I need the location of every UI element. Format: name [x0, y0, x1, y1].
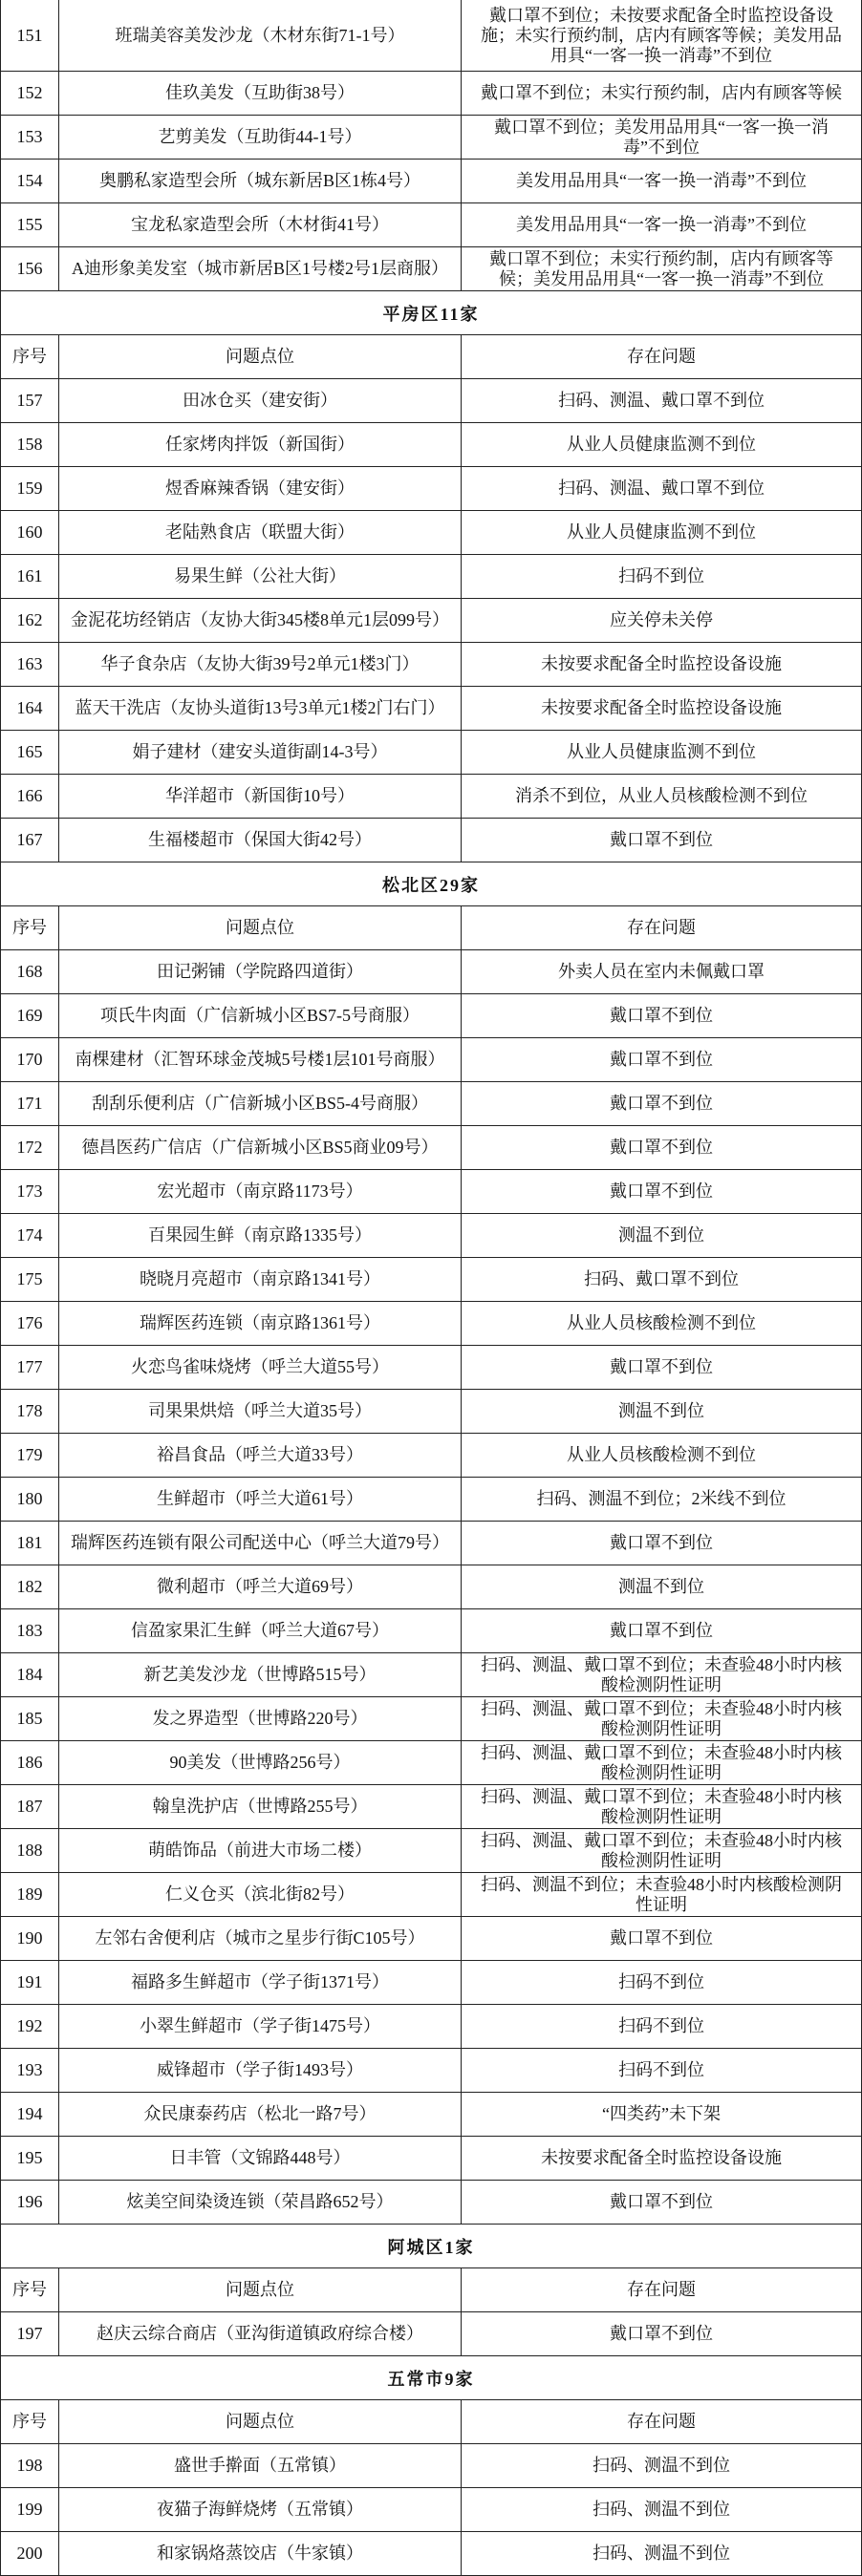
location-cell: 裕昌食品（呼兰大道33号） [59, 1434, 462, 1477]
row-number: 198 [1, 2444, 59, 2487]
problem-cell: 戴口罩不到位 [610, 2192, 713, 2211]
table-row [1, 1609, 861, 1653]
table-row [1, 2532, 861, 2576]
problem-cell: 测温不到位 [618, 1225, 704, 1245]
problem-cell: 扫码、戴口罩不到位 [584, 1269, 739, 1288]
problem-cell: 消杀不到位，从业人员核酸检测不到位 [515, 786, 808, 805]
table-row [1, 2181, 861, 2225]
location-cell: 萌皓饰品（前进大市场二楼） [59, 1829, 462, 1872]
location-cell: A迪形象美发室（城市新居B区1号楼2号1层商服） [59, 247, 462, 290]
header-location: 问题点位 [59, 2268, 462, 2311]
table-row [1, 1917, 861, 1961]
row-number: 180 [1, 1478, 59, 1521]
table-row [1, 731, 861, 775]
row-number: 156 [1, 247, 59, 290]
location-cell: 日丰管（文锦路448号） [59, 2137, 462, 2180]
location-cell: 蓝天干洗店（友协头道街13号3单元1楼2门右门） [59, 687, 462, 730]
row-number: 199 [1, 2488, 59, 2531]
problem-cell: 扫码不到位 [618, 1972, 704, 1991]
row-number: 165 [1, 731, 59, 774]
problem-cell: 测温不到位 [618, 1401, 704, 1420]
table-row [1, 599, 861, 643]
header-problem: 存在问题 [627, 2412, 696, 2431]
table-row [1, 72, 861, 116]
location-cell: 田记粥铺（学院路四道街） [59, 950, 462, 993]
location-cell: 炫美空间染烫连锁（荣昌路652号） [59, 2181, 462, 2224]
problem-cell: 应关停未关停 [610, 610, 713, 629]
location-cell: 华子食杂店（友协大街39号2单元1楼3门） [59, 643, 462, 686]
location-cell: 左邻右舍便利店（城市之星步行街C105号） [59, 1917, 462, 1960]
row-number: 190 [1, 1917, 59, 1960]
problem-cell: 扫码、测温不到位；未查验48小时内核酸检测阴性证明 [481, 1874, 842, 1914]
row-number: 192 [1, 2005, 59, 2048]
row-number: 181 [1, 1522, 59, 1565]
row-number: 171 [1, 1082, 59, 1125]
table-row [1, 1346, 861, 1390]
table-row [1, 819, 861, 862]
location-cell: 翰皇洗护店（世博路255号） [59, 1785, 462, 1828]
table-row [1, 1258, 861, 1302]
location-cell: 奥鹏私家造型会所（城东新居B区1栋4号） [59, 160, 462, 202]
table-row [1, 1961, 861, 2005]
table-row [1, 116, 861, 160]
row-number: 196 [1, 2181, 59, 2224]
problem-cell: 戴口罩不到位；美发用品用具“一客一换一消毒”不到位 [494, 117, 829, 157]
table-row [1, 1126, 861, 1170]
problem-cell: 从业人员健康监测不到位 [567, 522, 756, 542]
row-number: 176 [1, 1302, 59, 1345]
table-row [1, 1873, 861, 1917]
table-header-row [1, 335, 861, 379]
location-cell: 威锋超市（学子街1493号） [59, 2049, 462, 2092]
problem-cell: 戴口罩不到位 [610, 1050, 713, 1069]
table-header-row [1, 906, 861, 950]
table-row [1, 1565, 861, 1609]
row-number: 183 [1, 1609, 59, 1652]
location-cell: 火恋鸟雀味烧烤（呼兰大道55号） [59, 1346, 462, 1389]
table-row [1, 687, 861, 731]
row-number: 161 [1, 555, 59, 598]
table-row [1, 1741, 861, 1785]
problem-cell: 扫码、测温不到位；2米线不到位 [536, 1489, 787, 1508]
problem-cell: 戴口罩不到位 [610, 1533, 713, 1552]
problem-cell: 戴口罩不到位 [610, 1182, 713, 1201]
row-number: 172 [1, 1126, 59, 1169]
problem-cell: 美发用品用具“一客一换一消毒”不到位 [516, 171, 807, 190]
row-number: 159 [1, 467, 59, 510]
row-number: 197 [1, 2312, 59, 2355]
location-cell: 微利超市（呼兰大道69号） [59, 1565, 462, 1608]
location-cell: 班瑞美容美发沙龙（木材东街71-1号） [59, 0, 462, 71]
problem-cell: 扫码、测温不到位 [593, 2456, 730, 2475]
problem-cell: 未按要求配备全时监控设备设施 [541, 654, 782, 673]
table-row [1, 2137, 861, 2181]
table-row [1, 1697, 861, 1741]
section-title-row [1, 862, 861, 906]
location-cell: 盛世手擀面（五常镇） [59, 2444, 462, 2487]
problem-cell: 从业人员核酸检测不到位 [567, 1445, 756, 1464]
table-row [1, 555, 861, 599]
row-number: 191 [1, 1961, 59, 2004]
row-number: 169 [1, 994, 59, 1037]
location-cell: 刮刮乐便利店（广信新城小区BS5-4号商服） [59, 1082, 462, 1125]
table-row [1, 1170, 861, 1214]
location-cell: 信盈家果汇生鲜（呼兰大道67号） [59, 1609, 462, 1652]
row-number: 177 [1, 1346, 59, 1389]
header-number: 序号 [1, 335, 59, 378]
location-cell: 田冰仓买（建安街） [59, 379, 462, 422]
row-number: 182 [1, 1565, 59, 1608]
location-cell: 易果生鲜（公社大街） [59, 555, 462, 598]
table-header-row [1, 2268, 861, 2312]
table-row [1, 2312, 861, 2356]
row-number: 184 [1, 1653, 59, 1696]
problem-cell: 戴口罩不到位 [610, 1928, 713, 1948]
row-number: 167 [1, 819, 59, 862]
problem-cell: 测温不到位 [618, 1577, 704, 1596]
location-cell: 百果园生鲜（南京路1335号） [59, 1214, 462, 1257]
header-problem: 存在问题 [627, 347, 696, 366]
problem-cell: 扫码、测温不到位 [593, 2500, 730, 2519]
header-number: 序号 [1, 2400, 59, 2443]
table-row [1, 950, 861, 994]
problem-cell: 扫码、测温、戴口罩不到位 [558, 479, 765, 498]
table-header-row [1, 2400, 861, 2444]
table-row [1, 2093, 861, 2137]
section-title-row [1, 2225, 861, 2268]
problem-cell: 扫码、测温、戴口罩不到位；未查验48小时内核酸检测阴性证明 [481, 1698, 842, 1738]
row-number: 185 [1, 1697, 59, 1740]
table-row [1, 1478, 861, 1522]
problem-cell: 戴口罩不到位 [610, 1357, 713, 1376]
location-cell: 宏光超市（南京路1173号） [59, 1170, 462, 1213]
problem-cell: 戴口罩不到位；未实行预约制，店内有顾客等候 [481, 83, 842, 102]
problem-cell: 扫码不到位 [618, 2016, 704, 2035]
section-title: 阿城区1家 [387, 2237, 475, 2257]
problem-cell: “四类药”未下架 [602, 2104, 721, 2123]
location-cell: 南棵建材（汇智环球金茂城5号楼1层101号商服） [59, 1038, 462, 1081]
location-cell: 新艺美发沙龙（世博路515号） [59, 1653, 462, 1696]
problem-cell: 扫码、测温、戴口罩不到位；未查验48小时内核酸检测阴性证明 [481, 1654, 842, 1694]
row-number: 154 [1, 160, 59, 202]
problem-cell: 戴口罩不到位；未按要求配备全时监控设备设施；未实行预约制，店内有顾客等候；美发用品用具“一客一换一消毒”不到位 [481, 5, 842, 65]
location-cell: 生鲜超市（呼兰大道61号） [59, 1478, 462, 1521]
row-number: 188 [1, 1829, 59, 1872]
section-title: 松北区29家 [382, 875, 480, 895]
row-number: 200 [1, 2532, 59, 2575]
table-row [1, 423, 861, 467]
problem-cell: 从业人员核酸检测不到位 [567, 1313, 756, 1332]
location-cell: 赵庆云综合商店（亚沟街道镇政府综合楼） [59, 2312, 462, 2355]
section-title-row [1, 2356, 861, 2400]
row-number: 193 [1, 2049, 59, 2092]
location-cell: 众民康泰药店（松北一路7号） [59, 2093, 462, 2136]
header-location: 问题点位 [59, 906, 462, 949]
table-row [1, 1302, 861, 1346]
header-problem: 存在问题 [627, 918, 696, 937]
location-cell: 司果果烘焙（呼兰大道35号） [59, 1390, 462, 1433]
table-row [1, 2049, 861, 2093]
header-location: 问题点位 [59, 2400, 462, 2443]
row-number: 173 [1, 1170, 59, 1213]
table-row [1, 643, 861, 687]
row-number: 166 [1, 775, 59, 818]
section-title-row [1, 291, 861, 335]
row-number: 151 [1, 0, 59, 71]
location-cell: 福路多生鲜超市（学子街1371号） [59, 1961, 462, 2004]
row-number: 179 [1, 1434, 59, 1477]
location-cell: 艺剪美发（互助街44-1号） [59, 116, 462, 159]
location-cell: 金泥花坊经销店（友协大街345楼8单元1层099号） [59, 599, 462, 642]
row-number: 194 [1, 2093, 59, 2136]
table-row [1, 247, 861, 291]
location-cell: 生福楼超市（保国大街42号） [59, 819, 462, 862]
problem-cell: 扫码不到位 [618, 566, 704, 585]
problem-cell: 未按要求配备全时监控设备设施 [541, 2148, 782, 2167]
table-row [1, 1785, 861, 1829]
location-cell: 任家烤肉拌饭（新国街） [59, 423, 462, 466]
header-problem: 存在问题 [627, 2280, 696, 2299]
location-cell: 晓晓月亮超市（南京路1341号） [59, 1258, 462, 1301]
location-cell: 小翠生鲜超市（学子街1475号） [59, 2005, 462, 2048]
row-number: 174 [1, 1214, 59, 1257]
problem-cell: 扫码、测温不到位 [593, 2544, 730, 2563]
location-cell: 仁义仓买（滨北街82号） [59, 1873, 462, 1916]
problem-cell: 扫码不到位 [618, 2060, 704, 2079]
table-row [1, 1390, 861, 1434]
row-number: 158 [1, 423, 59, 466]
problem-cell: 戴口罩不到位；未实行预约制，店内有顾客等候；美发用品用具“一客一换一消毒”不到位 [489, 248, 833, 288]
problem-cell: 戴口罩不到位 [610, 1094, 713, 1113]
problem-cell: 戴口罩不到位 [610, 2324, 713, 2343]
table-row [1, 1434, 861, 1478]
table-row [1, 511, 861, 555]
location-cell: 瑞辉医药连锁（南京路1361号） [59, 1302, 462, 1345]
row-number: 186 [1, 1741, 59, 1784]
row-number: 162 [1, 599, 59, 642]
header-location: 问题点位 [59, 335, 462, 378]
row-number: 168 [1, 950, 59, 993]
row-number: 175 [1, 1258, 59, 1301]
location-cell: 项氏牛肉面（广信新城小区BS7-5号商服） [59, 994, 462, 1037]
table-row [1, 160, 861, 203]
problem-cell: 未按要求配备全时监控设备设施 [541, 698, 782, 717]
location-cell: 煜香麻辣香锅（建安街） [59, 467, 462, 510]
row-number: 170 [1, 1038, 59, 1081]
problem-cell: 从业人员健康监测不到位 [567, 435, 756, 454]
problem-cell: 扫码、测温、戴口罩不到位；未查验48小时内核酸检测阴性证明 [481, 1786, 842, 1826]
table-row [1, 1214, 861, 1258]
location-cell: 和家锅烙蒸饺店（牛家镇） [59, 2532, 462, 2575]
location-cell: 德昌医药广信店（广信新城小区BS5商业09号） [59, 1126, 462, 1169]
table-row [1, 775, 861, 819]
location-cell: 发之界造型（世博路220号） [59, 1697, 462, 1740]
problem-cell: 扫码、测温、戴口罩不到位；未查验48小时内核酸检测阴性证明 [481, 1830, 842, 1870]
table-row [1, 1038, 861, 1082]
problem-cell: 从业人员健康监测不到位 [567, 742, 756, 761]
row-number: 195 [1, 2137, 59, 2180]
location-cell: 娟子建材（建安头道街副14-3号） [59, 731, 462, 774]
location-cell: 瑞辉医药连锁有限公司配送中心（呼兰大道79号） [59, 1522, 462, 1565]
location-cell: 佳玖美发（互助街38号） [59, 72, 462, 115]
location-cell: 90美发（世博路256号） [59, 1741, 462, 1784]
location-cell: 宝龙私家造型会所（木材街41号） [59, 203, 462, 246]
section-title: 平房区11家 [382, 304, 480, 324]
problem-cell: 戴口罩不到位 [610, 1621, 713, 1640]
row-number: 153 [1, 116, 59, 159]
table-row [1, 1522, 861, 1565]
row-number: 187 [1, 1785, 59, 1828]
row-number: 160 [1, 511, 59, 554]
table-row [1, 379, 861, 423]
problem-cell: 戴口罩不到位 [610, 830, 713, 849]
table-row [1, 203, 861, 247]
problem-cell: 戴口罩不到位 [610, 1138, 713, 1157]
table-row [1, 1829, 861, 1873]
row-number: 178 [1, 1390, 59, 1433]
table-row [1, 2005, 861, 2049]
table-row [1, 2444, 861, 2488]
table-row [1, 994, 861, 1038]
problem-cell: 美发用品用具“一客一换一消毒”不到位 [516, 215, 807, 234]
section-title: 五常市9家 [387, 2369, 475, 2389]
problem-cell: 扫码、测温、戴口罩不到位 [558, 391, 765, 410]
location-cell: 华洋超市（新国街10号） [59, 775, 462, 818]
row-number: 157 [1, 379, 59, 422]
problem-cell: 外卖人员在室内未佩戴口罩 [558, 962, 765, 981]
location-cell: 夜猫子海鲜烧烤（五常镇） [59, 2488, 462, 2531]
table-row [1, 2488, 861, 2532]
header-number: 序号 [1, 906, 59, 949]
row-number: 163 [1, 643, 59, 686]
problem-cell: 扫码、测温、戴口罩不到位；未查验48小时内核酸检测阴性证明 [481, 1742, 842, 1782]
table-row [1, 467, 861, 511]
problem-cell: 戴口罩不到位 [610, 1006, 713, 1025]
row-number: 189 [1, 1873, 59, 1916]
row-number: 152 [1, 72, 59, 115]
row-number: 155 [1, 203, 59, 246]
table-row [1, 1653, 861, 1697]
table-row [1, 1082, 861, 1126]
table-row [1, 0, 861, 72]
row-number: 164 [1, 687, 59, 730]
header-number: 序号 [1, 2268, 59, 2311]
location-cell: 老陆熟食店（联盟大街） [59, 511, 462, 554]
